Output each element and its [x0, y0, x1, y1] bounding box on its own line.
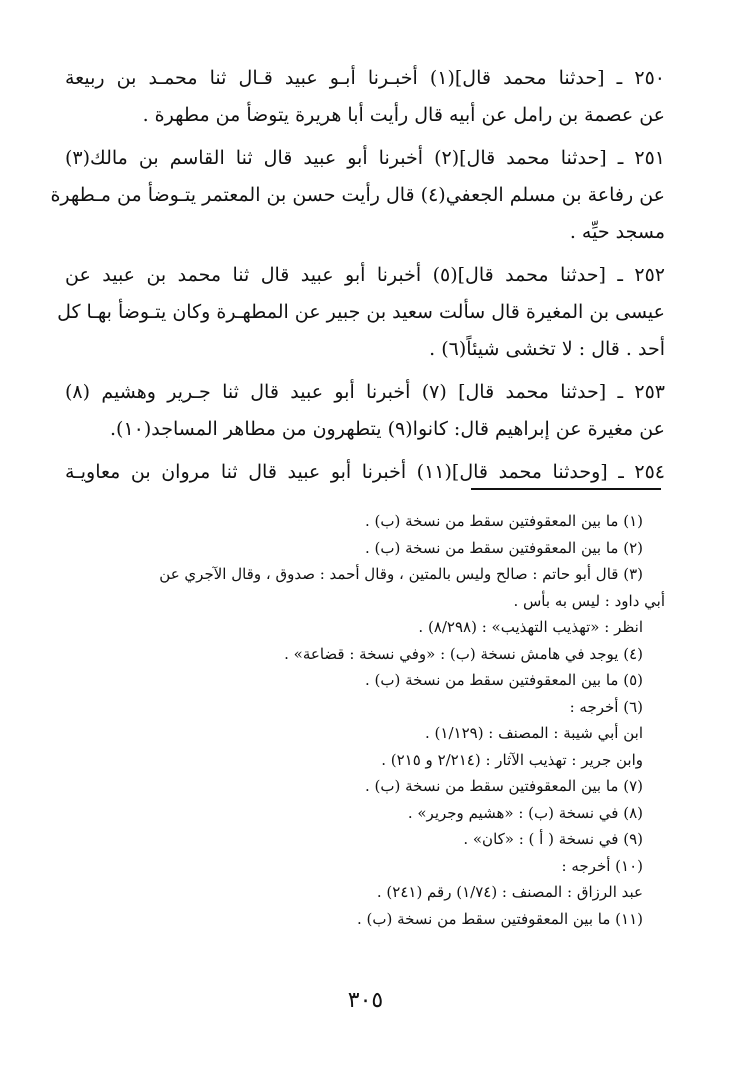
text-line: ٢٥٢ ـ [حدثنا محمد قال](٥) أخبرنا أبو عبيد قال ثنا محمد بن عبيد عن	[65, 264, 665, 286]
text-line: ٢٥٤ ـ [وحدثنا محمد قال](١١) أخبرنا أبو عبيد قال ثنا مروان بن معاويـة	[65, 461, 665, 483]
paragraph-250	[65, 60, 665, 134]
footnote: (٦) أخرجه :	[569, 697, 643, 716]
footnotes	[65, 508, 665, 932]
footnote: (١١) ما بين المعقوفتين سقط من نسخة (ب) .	[356, 909, 643, 928]
text-line: عن عصمة بن رامل عن أبيه قال رأيت أبا هريرة يتوضأ من مطهرة .	[142, 104, 665, 126]
footnote: وابن جرير : تهذيب الآثار : (٢/٢١٤ و ٢١٥) .	[381, 750, 643, 769]
page-number: ٣٠٥	[347, 988, 384, 1013]
paragraph-253	[65, 374, 665, 448]
footnote: (١) ما بين المعقوفتين سقط من نسخة (ب) .	[365, 512, 643, 530]
footnote: ابن أبي شيبة : المصنف : (١/١٢٩) .	[425, 724, 643, 742]
text-line: ٢٥٠ ـ [حدثنا محمد قال](١) أخبـرنا أبـو عبيد قـال ثنا محمـد بن ربيعة	[65, 67, 665, 89]
footnote: (٥) ما بين المعقوفتين سقط من نسخة (ب) .	[365, 671, 643, 689]
footnote: (٧) ما بين المعقوفتين سقط من نسخة (ب) .	[365, 777, 643, 795]
footnote: (٨) في نسخة (ب) : «هشيم وجرير» .	[407, 803, 643, 822]
footnote: (٤) يوجد في هامش نسخة (ب) : «وفي نسخة : قضاعة» .	[284, 644, 643, 663]
main-text	[50, 60, 665, 497]
paragraph-251	[50, 140, 665, 251]
footnote: (٣) قال أبو حاتم : صالح وليس بالمتين ، وقال أحمد : صدوق ، وقال الآجري عن	[159, 565, 643, 583]
text-line: أحد . قال : لا تخشى شيئاً(٦) .	[429, 338, 665, 360]
footnote-continuation: أبي داود : ليس به بأس .	[513, 591, 665, 610]
footnote-separator	[471, 488, 661, 490]
text-line: ٢٥١ ـ [حدثنا محمد قال](٢) أخبرنا أبو عبيد قال ثنا القاسم بن مالك(٣)	[65, 147, 665, 169]
footnote: (١٠) أخرجه :	[561, 856, 643, 875]
text-line: عيسى بن المغيرة قال سألت سعيد بن جبير عن المطهـرة وكان يتـوضأ بهـا كل	[57, 301, 665, 323]
paragraph-254	[65, 454, 665, 491]
footnote: عبد الرزاق : المصنف : (١/٧٤) رقم (٢٤١) .	[376, 883, 643, 901]
text-line: عن مغيرة عن إبراهيم قال: كانوا(٩) يتطهرون من مطاهر المساجد(١٠).	[109, 418, 665, 440]
footnote: انظر : «تهذيب التهذيب» : (٨/٢٩٨) .	[418, 618, 643, 636]
text-line: عن رفاعة بن مسلم الجعفي(٤) قال رأيت حسن بن المعتمر يتـوضأ من مـطهرة	[50, 184, 665, 206]
text-line: ٢٥٣ ـ [حدثنا محمد قال] (٧) أخبرنا أبو عبيد قال ثنا جـرير وهشيم (٨)	[65, 381, 665, 403]
text-line: مسجد حيِّه .	[569, 221, 665, 243]
footnote: (٩) في نسخة ( أ ) : «كان» .	[463, 830, 643, 848]
footnote: (٢) ما بين المعقوفتين سقط من نسخة (ب) .	[365, 538, 643, 557]
paragraph-252	[57, 257, 665, 368]
